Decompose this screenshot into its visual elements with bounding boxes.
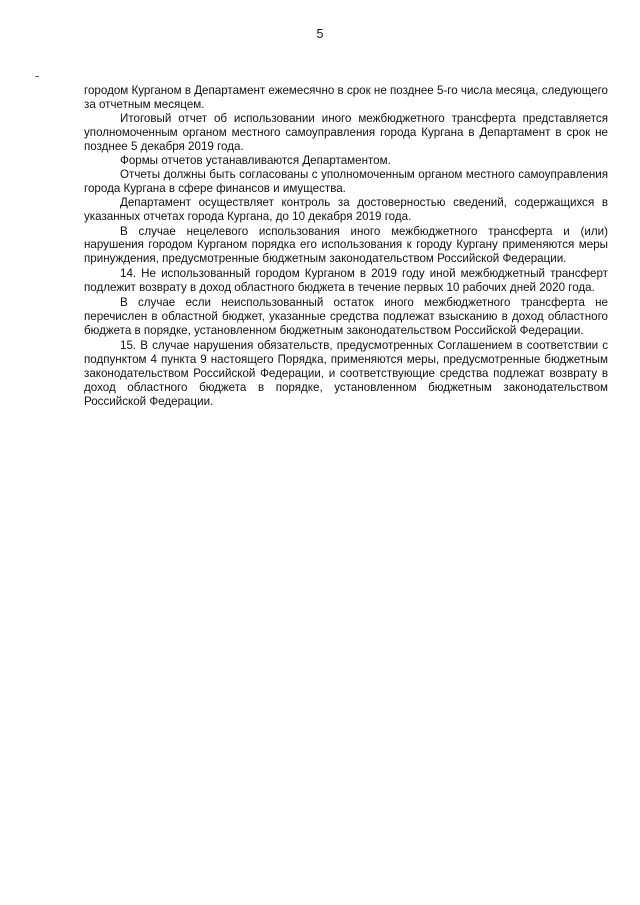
page-number: 5 xyxy=(316,27,324,41)
paragraph-final-report: Итоговый отчет об использовании иного межбюджетного трансферта представляется уполномоченным органом местного самоуправления города Кургана в Департамент в срок не позднее 5 декабря 2019 года. xyxy=(84,111,608,153)
paragraph-recovery: В случае если неиспользованный остаток иного межбюджетного трансферта не перечислен в областной бюджет, указанные средства подлежат взысканию в доход областного бюджета в порядке, установленном бюджетным законодательством Российской Федерации. xyxy=(84,296,608,338)
paragraph-continuation: городом Курганом в Департамент ежемесячно в срок не позднее 5-го числа месяца, следующего за отчетным месяцем. xyxy=(84,84,608,111)
paragraph-misuse-measures: В случае нецелевого использования иного межбюджетного трансферта и (или) нарушения городом Курганом порядка его использования к городу Кургану применяются меры принуждения, предусмотренные бюджетным законодательством Российской Федерации. xyxy=(84,224,608,266)
paragraph-item-15: 15. В случае нарушения обязательств, предусмотренных Соглашением в соответствии с подпунктом 4 пункта 9 настоящего Порядка, применяются меры, предусмотренные бюджетным законодательством Российской Федерации, и соответствующие средства подлежат возврату в доход областного бюджета в порядке, установленном бюджетным законодательством Российской Федерации. xyxy=(84,339,608,408)
paragraph-report-approval: Отчеты должны быть согласованы с уполномоченным органом местного самоуправления города Кургана в сфере финансов и имущества. xyxy=(84,167,608,195)
paragraph-department-control: Департамент осуществляет контроль за достоверностью сведений, содержащихся в указанных отчетах города Кургана, до 10 декабря 2019 года. xyxy=(84,195,608,223)
paragraph-report-forms: Формы отчетов устанавливаются Департаментом. xyxy=(120,153,391,167)
document-body xyxy=(84,84,608,409)
paragraph-item-14: 14. Не использованный городом Курганом в 2019 году иной межбюджетный трансферт подлежит возврату в доход областного бюджета в течение первых 10 рабочих дней 2020 года. xyxy=(84,267,608,295)
scan-mark xyxy=(35,76,39,77)
